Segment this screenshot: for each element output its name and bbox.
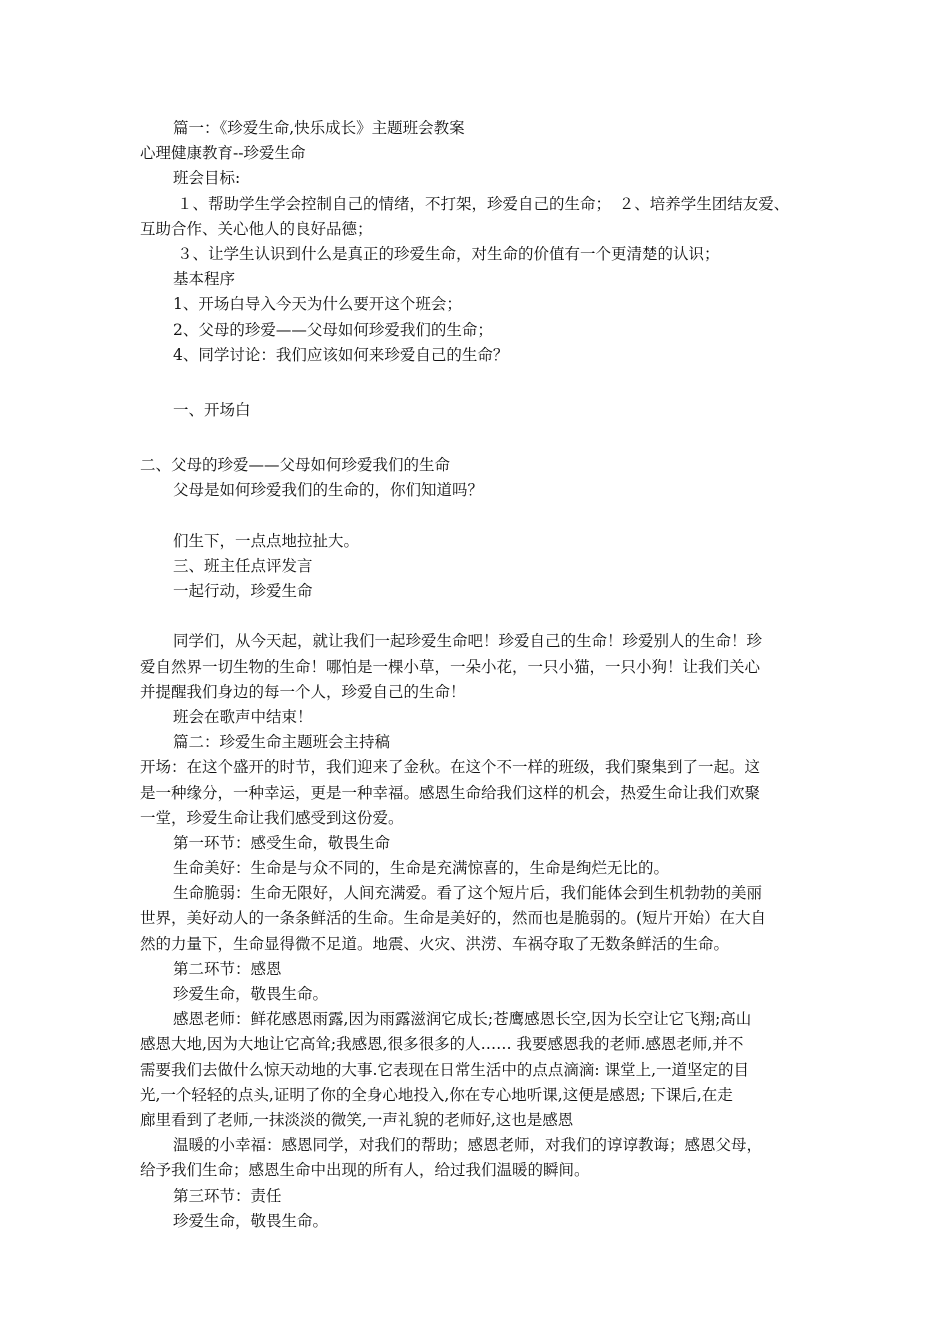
text-line: 爱自然界一切生物的生命！哪怕是一棵小草，一朵小花，一只小猫，一只小狗！让我们关心 <box>140 657 761 676</box>
text-line: 珍爱生命，敬畏生命。 <box>173 985 329 1003</box>
text-line: 同学们，从今天起，就让我们一起珍爱生命吧！珍爱自己的生命！珍爱别人的生命！珍 <box>173 632 763 651</box>
text-line: 感恩大地,因为大地让它高耸;我感恩,很多很多的人…… 我要感恩我的老师.感恩老师,并不 <box>140 1035 744 1054</box>
section-heading: 二、父母的珍爱——父母如何珍爱我们的生命 <box>140 456 451 475</box>
text-line: 温暖的小幸福：感恩同学，对我们的帮助；感恩老师，对我们的谆谆教诲；感恩父母， <box>173 1136 763 1155</box>
section-heading: 第一环节：感受生命，敬畏生命 <box>173 833 391 852</box>
text-line: 父母是如何珍爱我们的生命的，你们知道吗？ <box>173 481 484 500</box>
spacer <box>140 503 812 528</box>
goals-heading: 班会目标: <box>173 169 241 188</box>
section-heading: 第三环节：责任 <box>173 1186 282 1205</box>
text-line: 需要我们去做什么惊天动地的大事.它表现在日常生活中的点点滴滴: 课堂上,一道坚定的目 <box>140 1060 750 1079</box>
spacer <box>140 604 812 629</box>
text-line: 世界，美好动人的一条条鲜活的生命。生命是美好的，然而也是脆弱的。(短片开始）在大自 <box>140 909 767 928</box>
text-line: 然的力量下，生命显得微不足道。地震、火灾、洪涝、车祸夺取了无数条鲜活的生命。 <box>140 934 730 953</box>
text-line: 1、开场白导入今天为什么要开这个班会； <box>173 295 462 314</box>
text-line: 2、父母的珍爱——父母如何珍爱我们的生命； <box>173 320 493 339</box>
text-line: 开场：在这个盛开的时节，我们迎来了金秋。在这个不一样的班级，我们聚集到了一起。这 <box>140 758 761 777</box>
section-heading: 第二环节：感恩 <box>173 959 282 978</box>
text-line: 们生下，一点点地拉扯大。 <box>173 531 360 550</box>
article-two-title: 篇二：珍爱生命主题班会主持稿 <box>173 733 391 752</box>
article-one-title: 篇一：《珍爱生命,快乐成长》主题班会教案 <box>173 119 465 137</box>
text-line: 感恩老师：鲜花感恩雨露,因为雨露滋润它成长;苍鹰感恩长空,因为长空让它飞翔;高山 <box>173 1010 752 1029</box>
text-line: 珍爱生命，敬畏生命。 <box>173 1211 329 1230</box>
text-line: 一起行动，珍爱生命 <box>173 582 313 600</box>
text-line: 班会在歌声中结束！ <box>173 707 313 726</box>
text-line: 一堂，珍爱生命让我们感受到这份爱。 <box>140 808 404 827</box>
text-line: 给予我们生命；感恩生命中出现的所有人，给过我们温暖的瞬间。 <box>140 1161 590 1180</box>
section-heading: 三、班主任点评发言 <box>173 556 313 575</box>
text-line: ３、让学生认识到什么是真正的珍爱生命，对生命的价值有一个更清楚的认识； <box>177 244 720 263</box>
text-line: 并提醒我们身边的每一个人，珍爱自己的生命！ <box>140 682 466 701</box>
text-line: 是一种缘分，一种幸运，更是一种幸福。感恩生命给我们这样的机会，热爱生命让我们欢聚 <box>140 783 761 802</box>
document-page <box>140 116 812 1234</box>
spacer <box>140 368 812 398</box>
text-line: 生命美好：生命是与众不同的，生命是充满惊喜的，生命是绚烂无比的。 <box>173 859 670 878</box>
spacer <box>140 423 812 453</box>
text-line: 廊里看到了老师,一抹淡淡的微笑,一声礼貌的老师好,这也是感恩 <box>140 1110 574 1129</box>
text-line: 互助合作、关心他人的良好品德； <box>140 219 373 238</box>
text-line: 光,一个轻轻的点头,证明了你的全身心地投入,你在专心地听课,这便是感恩; 下课后,在走 <box>140 1085 733 1104</box>
section-heading: 一、开场白 <box>173 400 251 419</box>
text-line: 生命脆弱：生命无限好，人间充满爱。看了这个短片后，我们能体会到生机勃勃的美丽 <box>173 884 763 903</box>
text-line: 4、同学讨论：我们应该如何来珍爱自己的生命？ <box>173 345 509 364</box>
procedure-heading: 基本程序 <box>173 270 236 289</box>
text-line: １、帮助学生学会控制自己的情绪，不打架，珍爱自己的生命； ２、培养学生团结友爱、 <box>177 194 790 213</box>
subtitle: 心理健康教育--珍爱生命 <box>140 144 306 163</box>
